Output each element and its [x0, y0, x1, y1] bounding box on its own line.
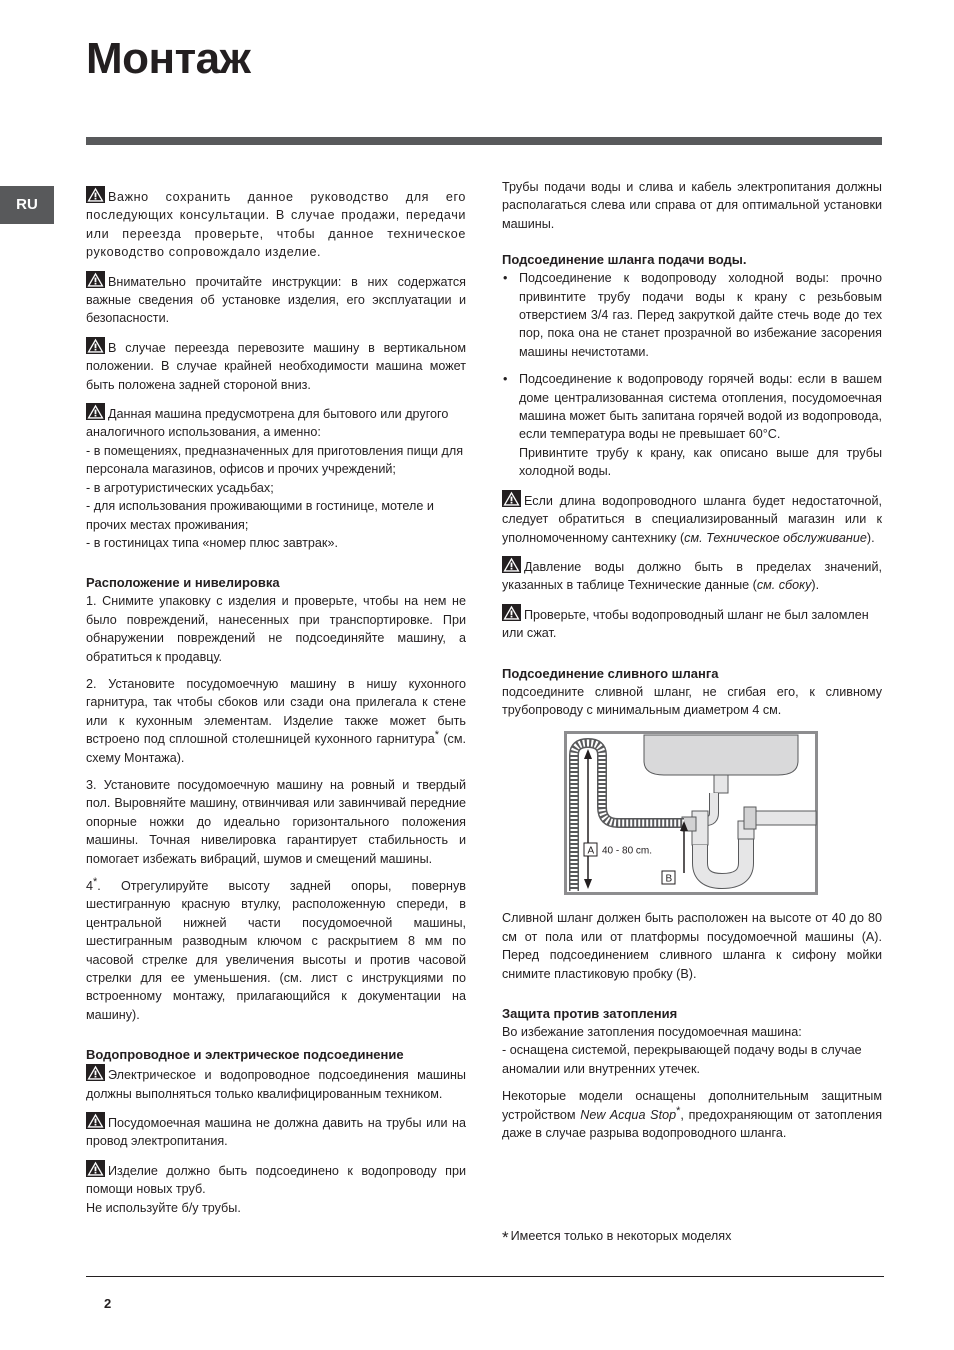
- footnote: * Имеется только в некоторых моделях: [502, 1228, 732, 1247]
- warning-paragraph: Электрическое и водопроводное подсоединения машины должны выполняться только квалифицированным техником.: [86, 1064, 466, 1103]
- warning-paragraph: Важно сохранить данное руководство для его последующих консультации. В случае продажи, передачи или переезда проверьте, чтобы данное техническое руководство сопровождало изделие.: [86, 186, 466, 262]
- language-tab: RU: [0, 186, 54, 224]
- list-item: • Подсоединение к водопроводу горячей воды: если в вашем доме централизованная система отопления, посудомоечная машина может быть запитана горячей водой из водопровода, если температура воды не превышает 60°C. Привинтите трубу к крану, как описано выше для трубы холодной воды.: [502, 370, 882, 480]
- drain-hose-diagram: [564, 731, 818, 895]
- list-item: - для использования проживающими в гостинице, мотеле и прочих местах проживания;: [86, 499, 434, 532]
- warning-icon: [502, 604, 521, 621]
- flood-paragraph: Во избежание затопления посудомоечная машина: - оснащена системой, перекрывающей подачу воды в случае аномалии или внутренних утечек.: [502, 1024, 862, 1076]
- footnote-marker: *: [93, 875, 98, 888]
- warning-icon: [86, 186, 105, 203]
- label-b: B: [665, 873, 673, 885]
- warning-icon: [86, 1112, 105, 1129]
- list-item: - в гостиницах типа «номер плюс завтрак».: [86, 535, 338, 550]
- warning-paragraph: Посудомоечная машина не должна давить на трубы или на провод электропитания.: [86, 1112, 466, 1151]
- warning-icon: [502, 556, 521, 573]
- section-heading: Водопроводное и электрическое подсоединение: [86, 1047, 404, 1063]
- list-item: - в помещениях, предназначенных для приготовления пищи для персонала магазинов, офисов и прочих учреждений;: [86, 443, 464, 477]
- drain-paragraph: подсоедините сливной шланг, не сгибая его, к сливному трубопроводу с минимальным диаметром 4 см.: [502, 684, 882, 717]
- warning-icon: [86, 1160, 105, 1177]
- inlet-list: [502, 269, 882, 480]
- list-item: • Подсоединение к водопроводу холодной воды: прочно привинтите трубу подачи воды к крану с резьбовым отверстием 3/4 газ. Перед закруткой дайте стечь воде до тех пор, пока она не станет прозрачной во избежание засорения машины нечистотами.: [502, 269, 882, 361]
- right-column: [502, 178, 882, 1151]
- warning-paragraph: Внимательно прочитайте инструкции: в них содержатся важные сведения об установке изделия, его эксплуатации и безопасности.: [86, 271, 466, 328]
- flood-paragraph: Некоторые модели оснащены дополнительным защитным устройством New Acqua Stop*, предохраняющим от затопления даже в случае разрыва водопроводного шланга.: [502, 1089, 883, 1140]
- warning-paragraph: Данная машина предусмотрена для бытового или другого аналогичного использования, а именно: - в помещениях, предназначенных для приготовления пищи для персонала магазинов, офисов и прочих учреждений; - в агротуристических усадьбах; - для использования проживающими в гостинице, мотеле и прочих местах проживания; - в гостиницах типа «номер плюс завтрак».: [86, 403, 466, 552]
- step-paragraph: 4*. Отрегулируйте высоту задней опоры, повернув шестигранную красную втулку, расположенную спереди, в центральной нижней части посудомоечной машины, шестигранным разводным ключом с раскрытием 8 мм по часовой стрелке для увеличения высоты и против часовой стрелки для ее уменьшения. (см. лист с инструкциями по встроенному монтажу, прилагающийся к документации на машину).: [86, 875, 466, 1022]
- height-range-label: 40 - 80 cm.: [602, 845, 653, 857]
- step-paragraph: 1. Снимите упаковку с изделия и проверьте, чтобы на нем не было повреждений, нанесенных при транспортировке. При обнаружении повреждений не подсоединяйте машину, а обратиться к продавцу.: [86, 594, 466, 664]
- footer-rule: [86, 1276, 884, 1277]
- page-title: Монтаж: [86, 34, 251, 83]
- warning-paragraph: Проверьте, чтобы водопроводный шланг не был заломлен или сжат.: [502, 604, 882, 643]
- list-item: - в агротуристических усадьбах;: [86, 480, 274, 495]
- left-column: [86, 186, 466, 1226]
- section-heading: Подсоединение сливного шланга: [502, 665, 719, 681]
- section-heading: Расположение и нивелировка: [86, 575, 280, 591]
- warning-icon: [86, 271, 105, 288]
- page-number: 2: [104, 1296, 112, 1311]
- siphon-illustration: [564, 731, 818, 895]
- drain-explanation: Сливной шланг должен быть расположен на высоте от 40 до 80 см от пола или от платформы посудомоечной машины (A). Перед подсоединением сливного шланга к сифону мойки снимите пластиковую пробку (B).: [502, 911, 882, 981]
- warning-paragraph: В случае переезда перевозите машину в вертикальном положении. В случае крайней необходимости машина может быть положена задней стороной вниз.: [86, 337, 466, 394]
- warning-icon: [502, 490, 521, 507]
- warning-paragraph: Изделие должно быть подсоединено к водопроводу при помощи новых труб. Не используйте б/у трубы.: [86, 1160, 466, 1217]
- section-heading: Защита против затопления: [502, 1005, 678, 1021]
- warning-paragraph: Если длина водопроводного шланга будет недостаточной, следует обратиться в специализированный магазин или к уполномоченному сантехнику (см. Техническое обслуживание).: [502, 490, 882, 547]
- footnote-marker: *: [434, 728, 440, 741]
- intro-paragraph: Трубы подачи воды и слива и кабель электропитания должны располагаться слева или справа от для оптимальной установки машины.: [502, 180, 882, 231]
- section-heading: Подсоединение шланга подачи воды.: [502, 252, 747, 268]
- warning-paragraph: Давление воды должно быть в пределах значений, указанных в таблице Технические данные (см. сбоку).: [502, 556, 882, 595]
- warning-icon: [86, 1064, 105, 1081]
- label-a: A: [587, 845, 595, 857]
- title-underline-bar: [86, 137, 882, 145]
- warning-icon: [86, 337, 105, 354]
- footnote-marker: *: [676, 1104, 681, 1117]
- step-paragraph: 2. Установите посудомоечную машину в нишу кухонного гарнитура, так чтобы сбоков или сзади она прилегала к стене или к кухонным элементам. Изделие также может быть встроено под сплошной столешницей кухонного гарнитура* (см. схему Монтажа).: [86, 676, 466, 765]
- step-paragraph: 3. Установите посудомоечную машину на ровный и твердый пол. Выровняйте машину, отвинчивая или завинчивай передние опорные ножки до идеально горизонтального положения машины. Точная нивелировка гарантирует стабильность и помогает избежать вибраций, шумов и смещений машины.: [86, 777, 466, 866]
- warning-icon: [86, 403, 105, 420]
- footnote-marker: *: [502, 1228, 509, 1247]
